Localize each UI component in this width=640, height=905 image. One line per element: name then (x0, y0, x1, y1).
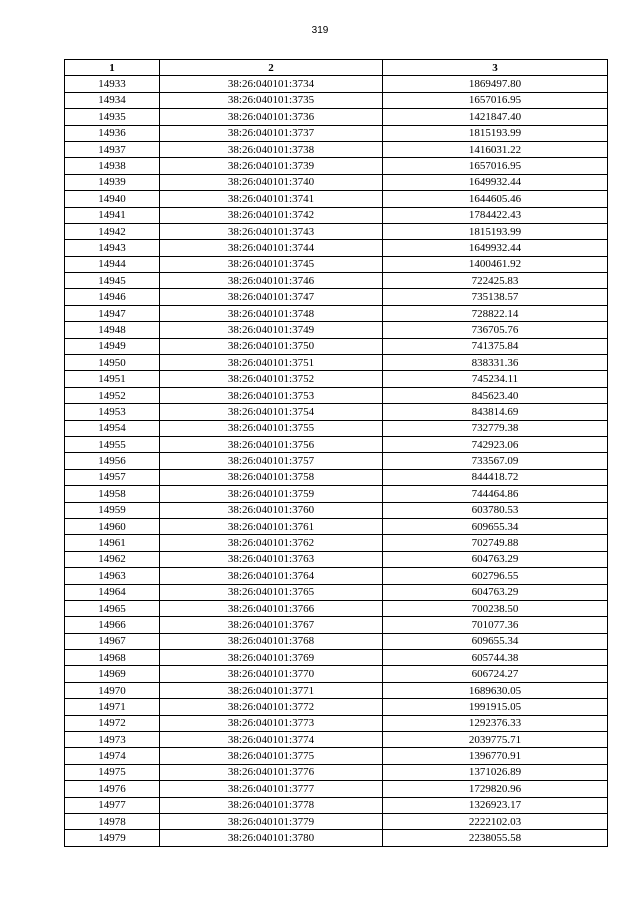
cadastral-number-cell: 38:26:040101:3757 (160, 453, 383, 469)
row-number-cell: 14967 (65, 633, 160, 649)
value-cell: 602796.55 (383, 568, 608, 584)
cadastral-number-cell: 38:26:040101:3753 (160, 387, 383, 403)
table-row (65, 404, 608, 420)
cadastral-number-cell: 38:26:040101:3742 (160, 207, 383, 223)
row-number-cell: 14952 (65, 387, 160, 403)
table-row (65, 715, 608, 731)
row-number-cell: 14972 (65, 715, 160, 731)
row-number-cell: 14964 (65, 584, 160, 600)
table-row (65, 682, 608, 698)
value-cell: 843814.69 (383, 404, 608, 420)
table-row (65, 174, 608, 190)
cadastral-number-cell: 38:26:040101:3744 (160, 240, 383, 256)
row-number-cell: 14937 (65, 141, 160, 157)
table-row (65, 518, 608, 534)
cadastral-number-cell: 38:26:040101:3749 (160, 322, 383, 338)
row-number-cell: 14970 (65, 682, 160, 698)
column-header-1: 1 (65, 60, 160, 76)
value-cell: 1815193.99 (383, 223, 608, 239)
cadastral-number-cell: 38:26:040101:3746 (160, 273, 383, 289)
value-cell: 741375.84 (383, 338, 608, 354)
row-number-cell: 14940 (65, 191, 160, 207)
value-cell: 744464.86 (383, 486, 608, 502)
table-row (65, 420, 608, 436)
value-cell: 604763.29 (383, 584, 608, 600)
cadastral-number-cell: 38:26:040101:3769 (160, 650, 383, 666)
row-number-cell: 14935 (65, 109, 160, 125)
value-cell: 745234.11 (383, 371, 608, 387)
value-cell: 609655.34 (383, 518, 608, 534)
row-number-cell: 14975 (65, 764, 160, 780)
value-cell: 1400461.92 (383, 256, 608, 272)
cadastral-number-cell: 38:26:040101:3758 (160, 469, 383, 485)
row-number-cell: 14941 (65, 207, 160, 223)
table-row (65, 355, 608, 371)
cadastral-number-cell: 38:26:040101:3761 (160, 518, 383, 534)
cadastral-number-cell: 38:26:040101:3779 (160, 813, 383, 829)
table-row (65, 125, 608, 141)
value-cell: 1292376.33 (383, 715, 608, 731)
table-row (65, 453, 608, 469)
cadastral-number-cell: 38:26:040101:3737 (160, 125, 383, 141)
row-number-cell: 14962 (65, 551, 160, 567)
row-number-cell: 14951 (65, 371, 160, 387)
cadastral-number-cell: 38:26:040101:3765 (160, 584, 383, 600)
cadastral-number-cell: 38:26:040101:3767 (160, 617, 383, 633)
value-cell: 1649932.44 (383, 174, 608, 190)
page-number: 319 (311, 25, 329, 36)
cadastral-number-cell: 38:26:040101:3766 (160, 600, 383, 616)
cadastral-number-cell: 38:26:040101:3751 (160, 355, 383, 371)
table-row (65, 813, 608, 829)
row-number-cell: 14936 (65, 125, 160, 141)
table-row (65, 240, 608, 256)
cadastral-number-cell: 38:26:040101:3759 (160, 486, 383, 502)
table-row (65, 732, 608, 748)
value-cell: 606724.27 (383, 666, 608, 682)
row-number-cell: 14974 (65, 748, 160, 764)
value-cell: 1649932.44 (383, 240, 608, 256)
cadastral-number-cell: 38:26:040101:3770 (160, 666, 383, 682)
table-row (65, 666, 608, 682)
cadastral-number-cell: 38:26:040101:3780 (160, 830, 383, 846)
value-cell: 609655.34 (383, 633, 608, 649)
value-cell: 736705.76 (383, 322, 608, 338)
table-row (65, 207, 608, 223)
cadastral-number-cell: 38:26:040101:3771 (160, 682, 383, 698)
row-number-cell: 14978 (65, 813, 160, 829)
table-row (65, 600, 608, 616)
row-number-cell: 14966 (65, 617, 160, 633)
value-cell: 1657016.95 (383, 158, 608, 174)
table-row (65, 92, 608, 108)
row-number-cell: 14944 (65, 256, 160, 272)
value-cell: 702749.88 (383, 535, 608, 551)
table-row (65, 469, 608, 485)
cadastral-number-cell: 38:26:040101:3775 (160, 748, 383, 764)
value-cell: 844418.72 (383, 469, 608, 485)
value-cell: 1421847.40 (383, 109, 608, 125)
value-cell: 728822.14 (383, 305, 608, 321)
value-cell: 742923.06 (383, 436, 608, 452)
value-cell: 1784422.43 (383, 207, 608, 223)
value-cell: 605744.38 (383, 650, 608, 666)
row-number-cell: 14958 (65, 486, 160, 502)
table-body (65, 76, 608, 846)
value-cell: 1396770.91 (383, 748, 608, 764)
table-row (65, 191, 608, 207)
table-row (65, 830, 608, 846)
table-row (65, 797, 608, 813)
cadastral-number-cell: 38:26:040101:3768 (160, 633, 383, 649)
value-cell: 732779.38 (383, 420, 608, 436)
table-row (65, 617, 608, 633)
value-cell: 722425.83 (383, 273, 608, 289)
cadastral-number-cell: 38:26:040101:3735 (160, 92, 383, 108)
cadastral-number-cell: 38:26:040101:3739 (160, 158, 383, 174)
table-row (65, 305, 608, 321)
row-number-cell: 14933 (65, 76, 160, 92)
cadastral-number-cell: 38:26:040101:3743 (160, 223, 383, 239)
row-number-cell: 14955 (65, 436, 160, 452)
table-row (65, 273, 608, 289)
cadastral-number-cell: 38:26:040101:3738 (160, 141, 383, 157)
value-cell: 1371026.89 (383, 764, 608, 780)
row-number-cell: 14950 (65, 355, 160, 371)
row-number-cell: 14945 (65, 273, 160, 289)
value-cell: 1644605.46 (383, 191, 608, 207)
table-row (65, 289, 608, 305)
cadastral-number-cell: 38:26:040101:3763 (160, 551, 383, 567)
cadastral-number-cell: 38:26:040101:3752 (160, 371, 383, 387)
row-number-cell: 14963 (65, 568, 160, 584)
value-cell: 604763.29 (383, 551, 608, 567)
row-number-cell: 14959 (65, 502, 160, 518)
row-number-cell: 14957 (65, 469, 160, 485)
cadastral-number-cell: 38:26:040101:3778 (160, 797, 383, 813)
table-row (65, 748, 608, 764)
table-row (65, 158, 608, 174)
header-row (65, 60, 608, 76)
table-row (65, 650, 608, 666)
value-cell: 701077.36 (383, 617, 608, 633)
row-number-cell: 14973 (65, 732, 160, 748)
value-cell: 2222102.03 (383, 813, 608, 829)
row-number-cell: 14956 (65, 453, 160, 469)
row-number-cell: 14979 (65, 830, 160, 846)
value-cell: 2238055.58 (383, 830, 608, 846)
table-row (65, 633, 608, 649)
table-row (65, 256, 608, 272)
table-row (65, 699, 608, 715)
cadastral-number-cell: 38:26:040101:3756 (160, 436, 383, 452)
table-row (65, 436, 608, 452)
value-cell: 1416031.22 (383, 141, 608, 157)
value-cell: 845623.40 (383, 387, 608, 403)
value-cell: 1869497.80 (383, 76, 608, 92)
table-row (65, 76, 608, 92)
table-row (65, 551, 608, 567)
table-row (65, 764, 608, 780)
cadastral-number-cell: 38:26:040101:3776 (160, 764, 383, 780)
row-number-cell: 14977 (65, 797, 160, 813)
table-row (65, 568, 608, 584)
value-cell: 1657016.95 (383, 92, 608, 108)
column-header-3: 3 (383, 60, 608, 76)
row-number-cell: 14934 (65, 92, 160, 108)
value-cell: 838331.36 (383, 355, 608, 371)
cadastral-number-cell: 38:26:040101:3734 (160, 76, 383, 92)
value-cell: 700238.50 (383, 600, 608, 616)
cadastral-number-cell: 38:26:040101:3764 (160, 568, 383, 584)
cadastral-number-cell: 38:26:040101:3754 (160, 404, 383, 420)
row-number-cell: 14971 (65, 699, 160, 715)
table-header (65, 60, 608, 76)
value-cell: 1815193.99 (383, 125, 608, 141)
cadastral-number-cell: 38:26:040101:3740 (160, 174, 383, 190)
row-number-cell: 14942 (65, 223, 160, 239)
cadastral-number-cell: 38:26:040101:3747 (160, 289, 383, 305)
value-cell: 1689630.05 (383, 682, 608, 698)
cadastral-number-cell: 38:26:040101:3774 (160, 732, 383, 748)
cadastral-number-cell: 38:26:040101:3736 (160, 109, 383, 125)
table-row (65, 486, 608, 502)
table-row (65, 141, 608, 157)
value-cell: 1729820.96 (383, 781, 608, 797)
cadastral-number-cell: 38:26:040101:3772 (160, 699, 383, 715)
table-row (65, 322, 608, 338)
row-number-cell: 14961 (65, 535, 160, 551)
row-number-cell: 14953 (65, 404, 160, 420)
row-number-cell: 14946 (65, 289, 160, 305)
table-row (65, 781, 608, 797)
value-cell: 1991915.05 (383, 699, 608, 715)
cadastral-number-cell: 38:26:040101:3741 (160, 191, 383, 207)
value-cell: 733567.09 (383, 453, 608, 469)
table-row (65, 387, 608, 403)
row-number-cell: 14938 (65, 158, 160, 174)
table-row (65, 584, 608, 600)
row-number-cell: 14947 (65, 305, 160, 321)
row-number-cell: 14965 (65, 600, 160, 616)
cadastral-number-cell: 38:26:040101:3748 (160, 305, 383, 321)
row-number-cell: 14960 (65, 518, 160, 534)
row-number-cell: 14976 (65, 781, 160, 797)
column-header-2: 2 (160, 60, 383, 76)
data-table (64, 59, 608, 847)
row-number-cell: 14968 (65, 650, 160, 666)
row-number-cell: 14969 (65, 666, 160, 682)
value-cell: 603780.53 (383, 502, 608, 518)
row-number-cell: 14954 (65, 420, 160, 436)
cadastral-number-cell: 38:26:040101:3755 (160, 420, 383, 436)
value-cell: 2039775.71 (383, 732, 608, 748)
row-number-cell: 14939 (65, 174, 160, 190)
table-row (65, 535, 608, 551)
cadastral-number-cell: 38:26:040101:3762 (160, 535, 383, 551)
table-row (65, 223, 608, 239)
table-row (65, 502, 608, 518)
cadastral-number-cell: 38:26:040101:3745 (160, 256, 383, 272)
cadastral-number-cell: 38:26:040101:3750 (160, 338, 383, 354)
cadastral-number-cell: 38:26:040101:3777 (160, 781, 383, 797)
row-number-cell: 14949 (65, 338, 160, 354)
table-row (65, 371, 608, 387)
cadastral-number-cell: 38:26:040101:3773 (160, 715, 383, 731)
row-number-cell: 14943 (65, 240, 160, 256)
table-row (65, 338, 608, 354)
table-row (65, 109, 608, 125)
cadastral-number-cell: 38:26:040101:3760 (160, 502, 383, 518)
value-cell: 735138.57 (383, 289, 608, 305)
value-cell: 1326923.17 (383, 797, 608, 813)
row-number-cell: 14948 (65, 322, 160, 338)
